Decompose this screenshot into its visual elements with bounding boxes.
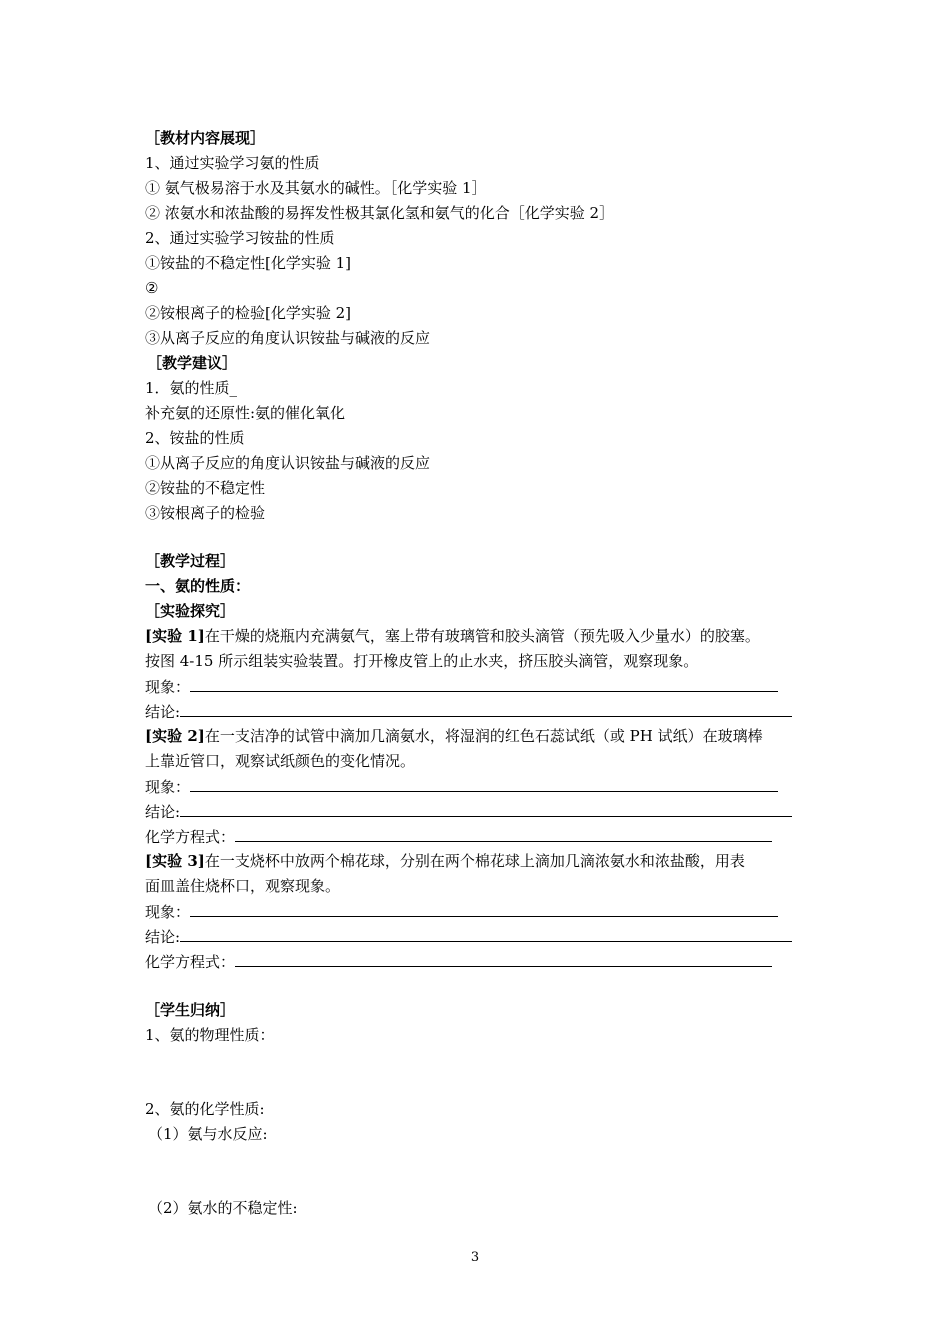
answer-blank[interactable] [180,701,792,717]
textbook-line-5: ①铵盐的不稳定性[化学实验 1] [145,254,352,272]
phenomenon-label: 现象： [145,678,191,696]
experiment-1-phenomenon [145,676,778,698]
summary-chemical-properties: 2、氨的化学性质: [145,1100,265,1118]
suggestion-line-4: ①从离子反应的角度认识铵盐与碱液的反应 [145,454,431,472]
suggestion-line-3: 2、铵盐的性质 [145,429,245,447]
textbook-line-8: ③从离子反应的角度认识铵盐与碱液的反应 [145,329,431,347]
experiment-3-phenomenon [145,901,778,923]
experiment-1-text-1: 在干燥的烧瓶内充满氨气，塞上带有玻璃管和胶头滴管（预先吸入少量水）的胶塞。 [204,627,760,645]
conclusion-label: 结论: [145,703,181,721]
suggestion-line-2: 补充氨的还原性:氨的催化氧化 [145,404,346,422]
section-title-process: ［教学过程］ [145,552,236,570]
equation-label: 化学方程式： [145,953,236,971]
answer-blank[interactable] [180,926,792,942]
experiment-3-line-1 [145,851,745,873]
summary-reaction-with-water: （1）氨与水反应: [148,1125,268,1143]
textbook-line-1: 1、通过实验学习氨的性质 [145,154,320,172]
textbook-line-6: ② [145,279,159,297]
suggestion-line-5: ②铵盐的不稳定性 [145,479,266,497]
experiment-3-conclusion [145,926,792,948]
answer-blank[interactable] [180,801,792,817]
experiment-1-tag: [实验 1] [145,627,205,645]
experiment-2-phenomenon [145,776,778,798]
experiment-3-text-1: 在一支烧杯中放两个棉花球，分别在两个棉花球上滴加几滴浓氨水和浓盐酸，用表 [204,852,745,870]
section-title-summary: ［学生归纳］ [145,1001,236,1019]
textbook-line-7: ②铵根离子的检验[化学实验 2] [145,304,352,322]
answer-blank[interactable] [190,676,778,692]
textbook-line-4: 2、通过实验学习铵盐的性质 [145,229,335,247]
conclusion-label: 结论: [145,928,181,946]
page-number: 3 [470,1250,480,1265]
experiment-1-conclusion [145,701,792,723]
phenomenon-label: 现象： [145,778,191,796]
experiment-2-tag: [实验 2] [145,727,205,745]
summary-ammonia-water-instability: （2）氨水的不稳定性: [148,1199,298,1217]
experiment-3-tag: [实验 3] [145,852,205,870]
answer-blank[interactable] [235,826,772,842]
experiment-2-line-1 [145,726,763,748]
textbook-line-3: ② 浓氨水和浓盐酸的易挥发性极其氯化氢和氨气的化合［化学实验 2］ [145,204,615,222]
experiment-1-line-1 [145,626,760,648]
answer-blank[interactable] [190,901,778,917]
conclusion-label: 结论: [145,803,181,821]
experiment-2-equation [145,826,772,848]
phenomenon-label: 现象： [145,903,191,921]
experiment-2-conclusion [145,801,792,823]
experiment-2-text-2: 上靠近管口，观察试纸颜色的变化情况。 [145,752,416,770]
suggestion-line-1: 1．氨的性质_ [145,379,238,397]
summary-physical-properties: 1、氨的物理性质： [145,1026,275,1044]
textbook-line-2: ① 氨气极易溶于水及其氨水的碱性。［化学实验 1］ [145,179,487,197]
answer-blank[interactable] [190,776,778,792]
experiment-explore-title: ［实验探究］ [145,602,236,620]
experiment-1-text-2: 按图 4-15 所示组装实验装置。打开橡皮管上的止水夹，挤压胶头滴管，观察现象。 [145,652,699,670]
experiment-3-equation [145,951,772,973]
suggestion-line-6: ③铵根离子的检验 [145,504,266,522]
experiment-3-text-2: 面皿盖住烧杯口，观察现象。 [145,877,341,895]
answer-blank[interactable] [235,951,772,967]
section-title-suggestion: ［教学建议］ [147,354,238,372]
experiment-2-text-1: 在一支洁净的试管中滴加几滴氨水，将湿润的红色石蕊试纸（或 PH 试纸）在玻璃棒 [204,727,763,745]
section-title-textbook: ［教材内容展现］ [145,129,266,147]
equation-label: 化学方程式： [145,828,236,846]
part-ammonia-properties: 一、氨的性质： [145,577,251,595]
